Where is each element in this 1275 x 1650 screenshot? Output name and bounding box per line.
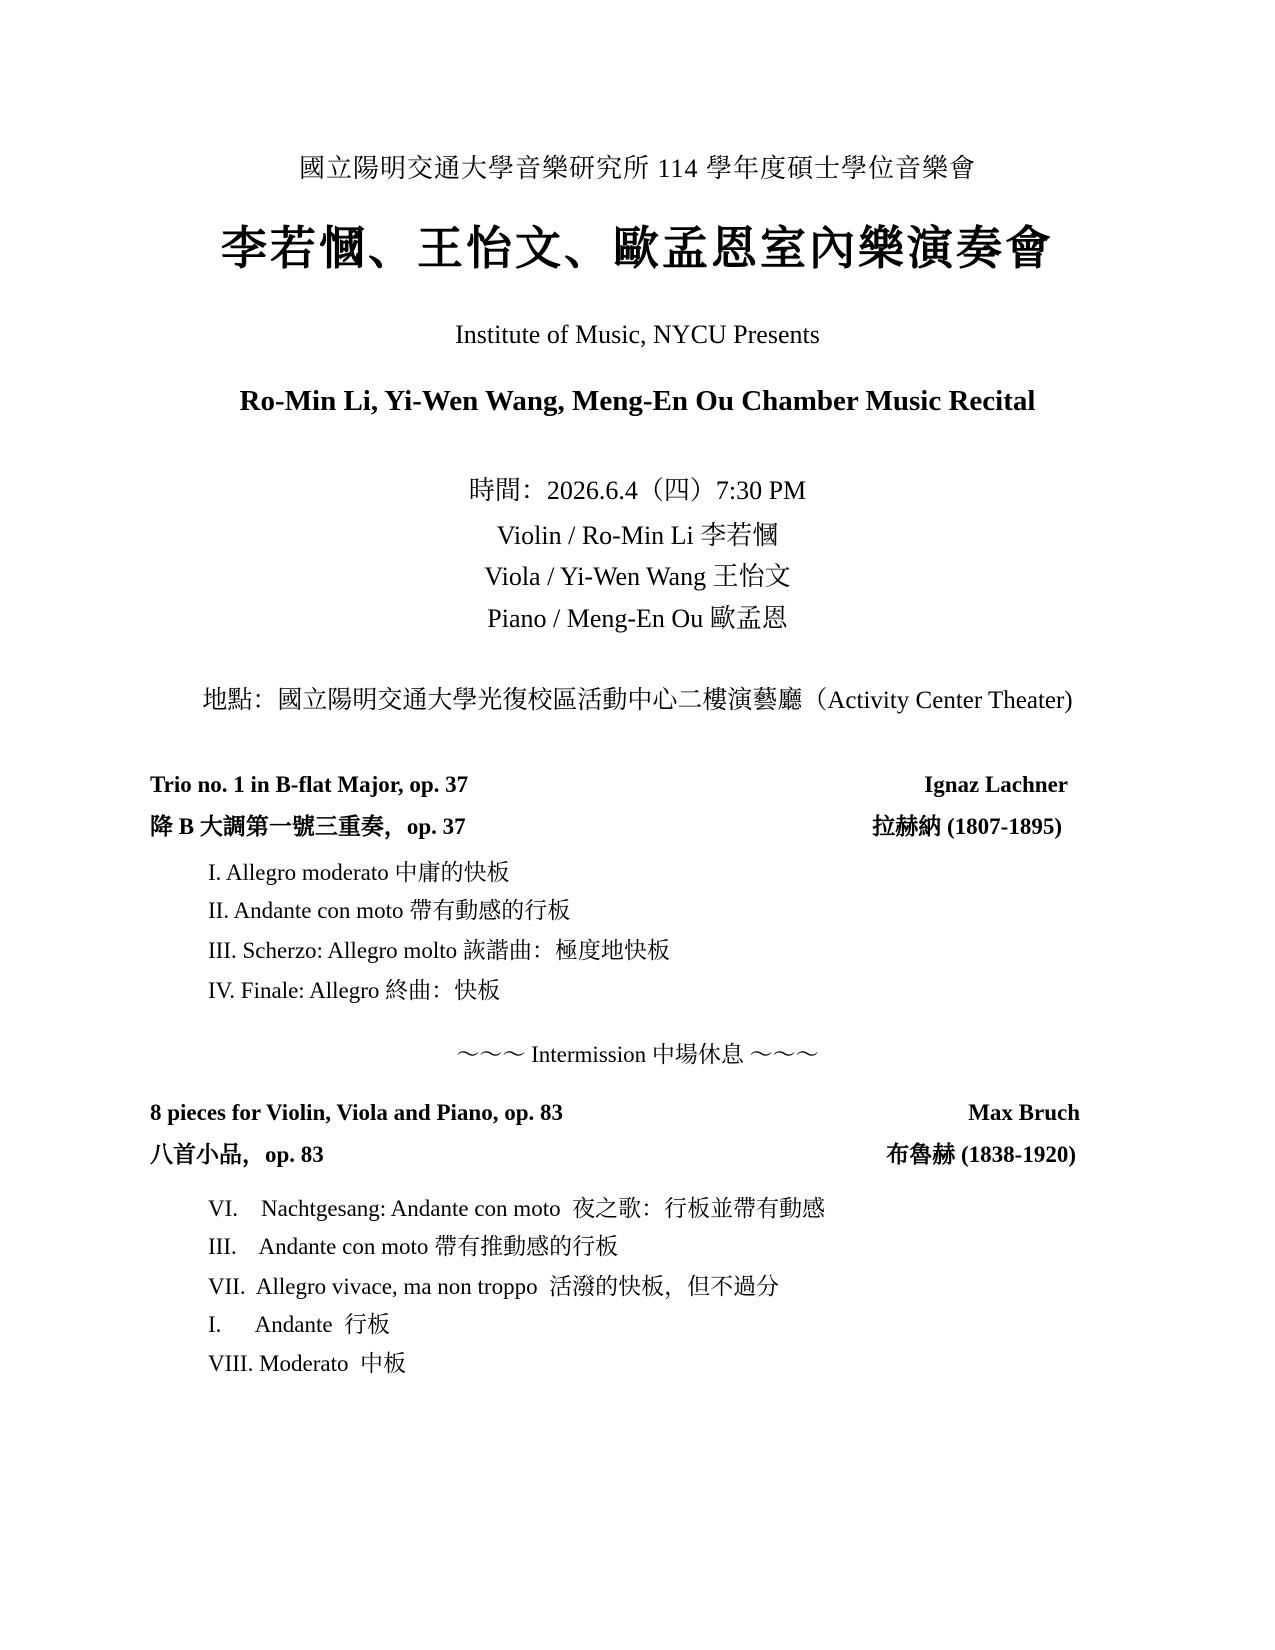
concert-venue: 地點：國立陽明交通大學光復校區活動中心二樓演藝廳（Activity Center Theater)	[202, 687, 1073, 714]
performer-violin: Violin / Ro-Min Li 李若慖	[496, 521, 779, 550]
piece1-title-cn: 降 B 大調第一號三重奏，op. 37	[150, 814, 466, 839]
piece2-movement: III. Andante con moto 帶有推動感的行板	[208, 1234, 619, 1259]
piece1-composer-en: Ignaz Lachner	[924, 772, 1068, 797]
title-english: Ro-Min Li, Yi-Wen Wang, Meng-En Ou Chamber Music Recital	[239, 385, 1036, 417]
piece1-composer-cn: 拉赫納 (1807-1895)	[872, 814, 1062, 839]
piece1-movement: I. Allegro moderato 中庸的快板	[208, 860, 510, 885]
presents-line: Institute of Music, NYCU Presents	[455, 320, 820, 349]
piece2-title-en: 8 pieces for Violin, Viola and Piano, op. 83	[150, 1100, 563, 1125]
intermission-line: ～～～ Intermission 中場休息 ～～～	[456, 1042, 819, 1067]
piece2-movement: VIII. Moderato 中板	[208, 1351, 407, 1376]
subtitle-chinese: 國立陽明交通大學音樂研究所 114 學年度碩士學位音樂會	[298, 154, 977, 183]
performer-piano: Piano / Meng-En Ou 歐孟恩	[487, 604, 788, 633]
piece1-movement: II. Andante con moto 帶有動感的行板	[208, 898, 571, 923]
piece2-composer-en: Max Bruch	[968, 1100, 1080, 1125]
piece2-movement: I. Andante 行板	[208, 1312, 391, 1337]
concert-time: 時間：2026.6.4（四）7:30 PM	[468, 476, 807, 505]
piece1-title-en: Trio no. 1 in B-flat Major, op. 37	[150, 772, 469, 797]
piece1-movement: IV. Finale: Allegro 終曲：快板	[208, 978, 501, 1003]
piece2-movement: VII. Allegro vivace, ma non troppo 活潑的快板，但不過分	[208, 1274, 780, 1299]
title-chinese: 李若慖、王怡文、歐孟恩室內樂演奏會	[221, 223, 1054, 274]
piece2-title-cn: 八首小品，op. 83	[150, 1142, 324, 1167]
piece2-movement: VI. Nachtgesang: Andante con moto 夜之歌：行板並帶有動感	[208, 1196, 826, 1221]
piece1-movement: III. Scherzo: Allegro molto 詼諧曲：極度地快板	[208, 938, 670, 963]
piece2-composer-cn: 布魯赫 (1838-1920)	[886, 1142, 1076, 1167]
performer-viola: Viola / Yi-Wen Wang 王怡文	[484, 562, 791, 591]
